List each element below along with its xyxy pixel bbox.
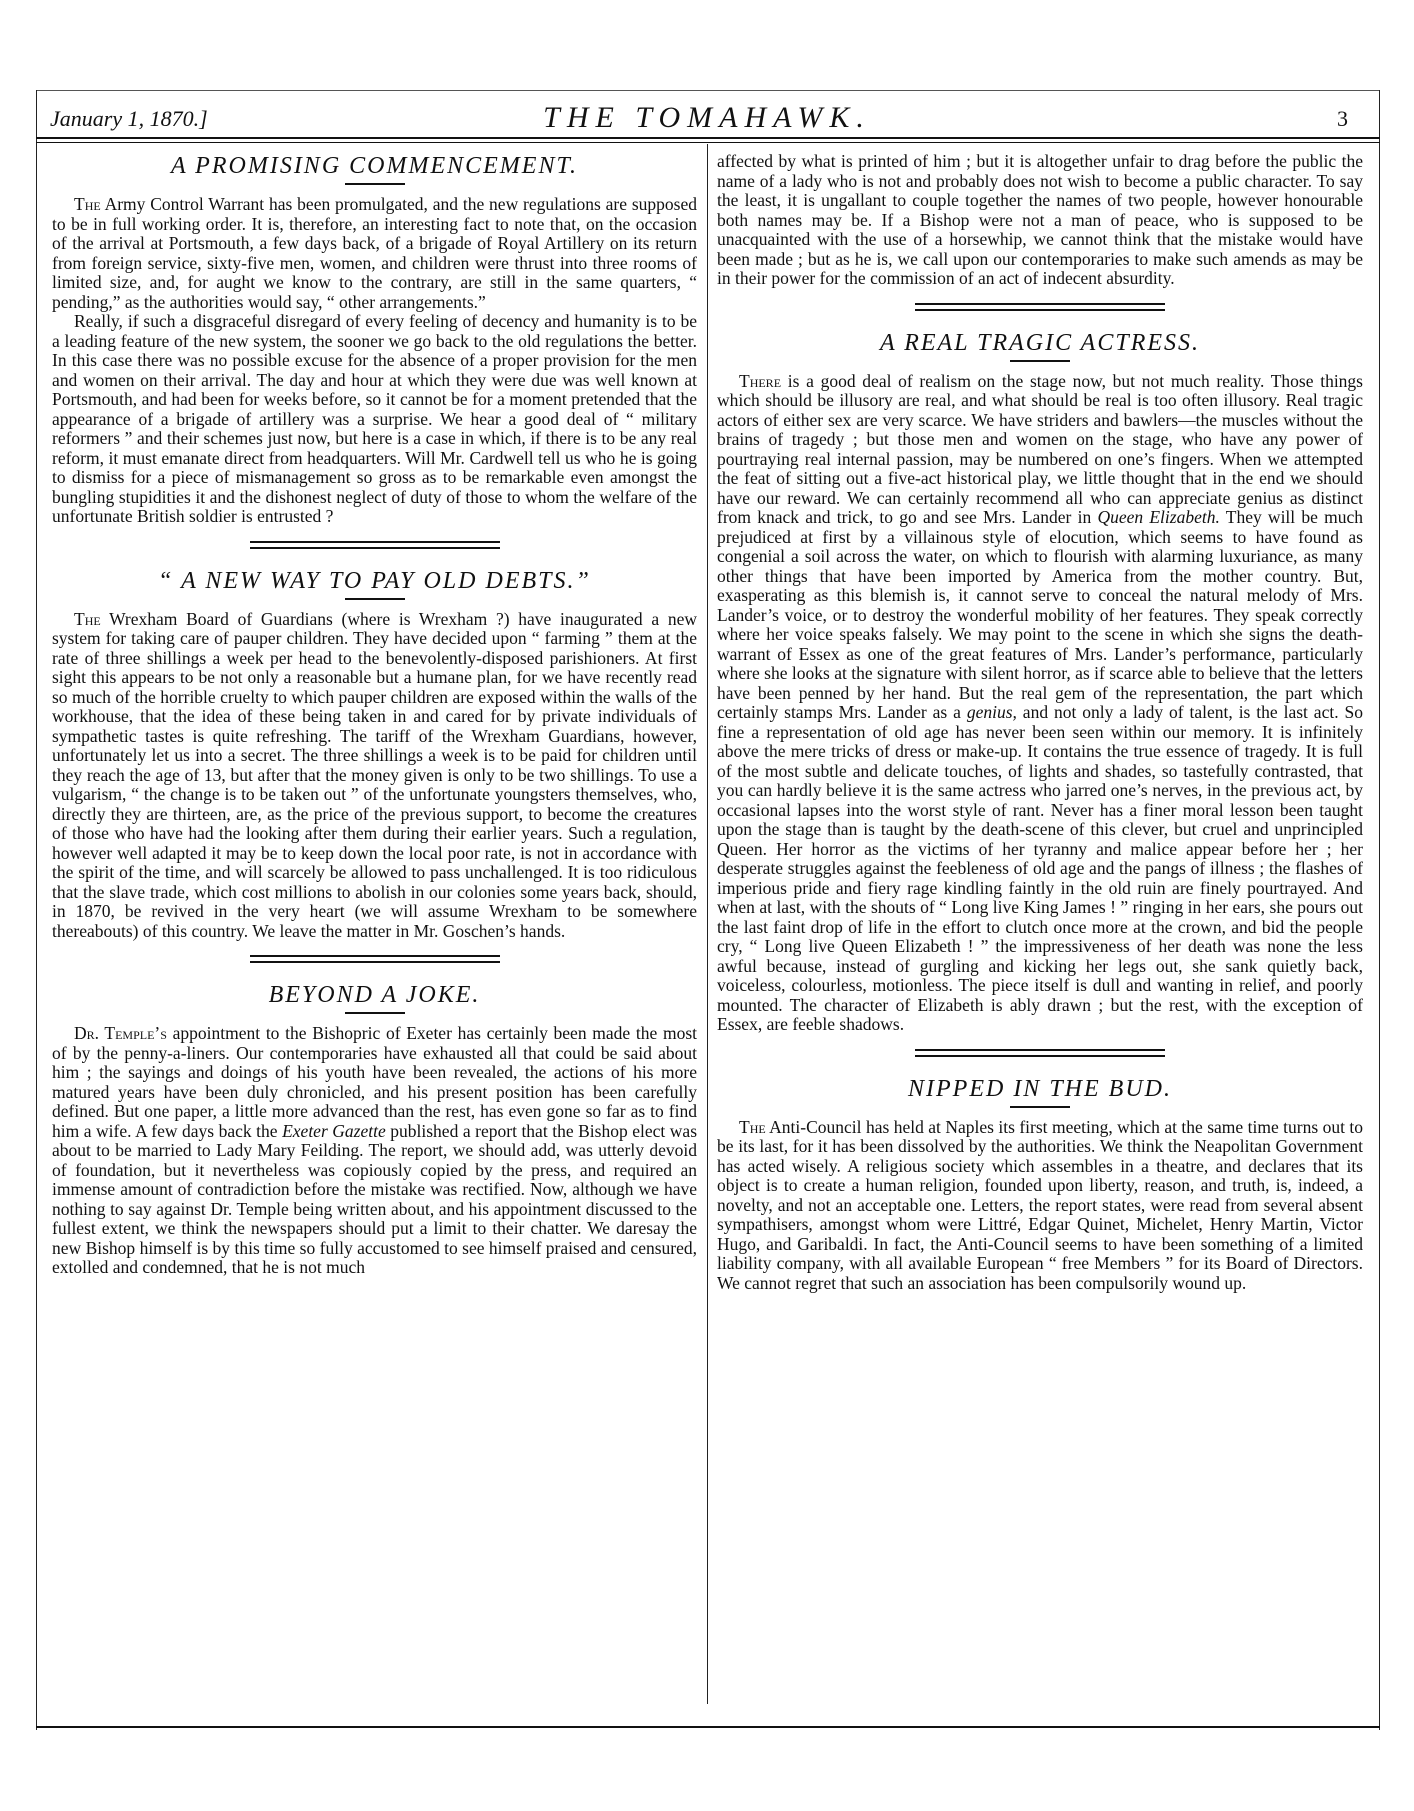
section-divider [915,303,1165,311]
play-title: Queen Elizabeth. [1097,507,1220,527]
header-rule [36,137,1380,139]
title-rule [1010,1106,1070,1108]
article-paragraph: Really, if such a disgraceful disregard of every feeling of decency and humanity is to be a leading feature of the new system, the sooner we go back to the old regulations the better. In this case there was no possible excuse for the absence of a proper provision for the men and women on their arrival. The day and hour at which they were due was well known at Portsmouth, and had been for weeks before, so it cannot be for a moment pretended that the appearance of a brigade of artillery was a surprise. We hear a good deal of “ military reformers ” and their schemes just now, but here is a case in which, if there is to be any real reform, it must emanate direct from headquarters. Will Mr. Cardwell tell us who he is going to dismiss for a piece of mismanagement so gross as to be remarkable even amongst the bungling stupidities it and the dishonest neglect of duty of those to whom the welfare of the unfortunate British soldier is entrusted ? [52,311,697,526]
bottom-rule [36,1726,1380,1728]
article-title: “ A NEW WAY TO PAY OLD DEBTS.” [158,567,591,594]
column-divider [707,144,708,1704]
lead-word: The [74,608,101,629]
title-rule [345,1012,405,1014]
masthead-title: THE TOMAHAWK. [543,101,871,134]
header-rule-thin [36,142,1380,143]
title-rule [1010,360,1070,362]
title-rule [345,183,405,185]
article-title: NIPPED IN THE BUD. [908,1075,1172,1102]
section-divider [915,1049,1165,1057]
lead-word: Dr. Temple’s [74,1023,167,1043]
article-paragraph: There is a good deal of realism on the stage now, but not much reality. Those things which should be illusory are real, and what should be real is too often illusory. Real tragic actors of either sex are very scarce. We have striders and bawlers—the muscles without the brains of tragedy ; but those men and women on the stage, who have any power of pourtraying real internal passion, may be numbered on one’s fingers. When we attempted the feat of sitting out a five-act historical play, we little thought that in the end we should have our reward. We can certainly recommend all who can appreciate genius as distinct from knack and trick, to go and see Mrs. Lander in Queen Elizabeth. They will be much prejudiced at first by a villainous style of elocution, which seems to have found as congenial a soil across the water, on which to flourish with alarming luxuriance, as many other things that have been imported by America from the mother country. But, exasperating as this blemish is, it cannot serve to conceal the natural melody of Mrs. Lander’s voice, or to destroy the wonderful mobility of her features. They speak correctly where her voice speaks falsely. We may point to the scene in which she signs the death-warrant of Essex as one of the great features of Mrs. Lander’s performance, particularly where she looks at the signature with silent horror, as if scarce able to believe that the letters have been penned by her hand. But the real gem of the representation, the part which certainly stamps Mrs. Lander as a genius, and not only a lady of talent, is the last act. So fine a representation of old age has never been seen within our memory. It is infinitely above the mere tricks of dress or make-up. It contains the true essence of tragedy. It is full of the most subtle and delicate touches, of lights and shades, so tastefully contrasted, that you can hardly believe it is the same actress who jarred one’s nerves, in the previous act, by occasional lapses into the worst style of rant. Never has a finer moral lesson been taught upon the stage than is taught by the death-scene of this clever, but cruel and unprincipled Queen. Her horror as the victims of her tyranny and malice appear before her ; her desperate struggles against the feebleness of old age and the pangs of illness ; the flashes of imperious pride and fiery rage kindling faintly in the old ruin are finely pourtrayed. And when at last, with the shouts of “ Long live King James ! ” ringing in her ears, she pours out the last faint drop of life in the effort to clutch once more at the crown, and bid the people cry, “ Long live Queen Elizabeth ! ” the impressiveness of her death was none the less awful because, instead of gurgling and kicking her legs out, she sank quietly back, voiceless, colourless, motionless. The piece itself is dull and wanting in relief, and poorly mounted. The character of Elizabeth is ably drawn ; but the rest, with the exception of Essex, are feeble shadows. [717,370,1364,1034]
section-divider [250,955,500,963]
page-number: 3 [1337,106,1348,131]
article-paragraph: The Army Control Warrant has been promulgated, and the new regulations are supposed to be in full working order. It is, therefore, an interesting fact to note that, on the occasion of the arrival at Portsmouth, a few days back, of a brigade of Royal Artillery on its return from foreign service, sixty-five men, women, and children were thrust into three rooms of limited size, and, for aught we know to the contrary, are still in the same quarters, “ pending,” as the authorities would say, “ other arrangements.” [52,194,697,312]
article-title: A REAL TRAGIC ACTRESS. [879,329,1201,356]
lead-word: The [74,194,101,214]
article-paragraph: The Anti-Council has held at Naples its first meeting, which at the same time turns out to be its last, for it has been dissolved by the authorities. We think the Neapolitan Government has acted wisely. A religious society which assembles in a theatre, and declares that its object is to create a human religion, founded upon liberty, reason, and truth, is, indeed, a novelty, and not an acceptable one. Letters, the report states, were read from several absent sympathisers, amongst whom were Littré, Edgar Quinet, Michelet, Henry Martin, Victor Hugo, and Garibaldi. In fact, the Anti-Council seems to have been something of a limited liability company, with all available European “ free Members ” for its Board of Directors. We cannot regret that such an association has been compulsorily wound up. [717,1116,1363,1293]
lead-word: The [739,1116,766,1137]
article-title: A PROMISING COMMENCEMENT. [170,153,579,179]
article-paragraph: The Wrexham Board of Guardians (where is Wrexham ?) have inaugurated a new system for taking care of pauper children. They have decided upon “ farming ” them at the rate of three shillings a week per head to the benevolently-disposed parishioners. At first sight this appears to be not only a reasonable but a humane plan, for we have recently read so much of the horrible cruelty to which pauper children are exposed within the walls of the workhouse, that the idea of these being taken in and cared for by private individuals of sympathetic tastes is quite refreshing. The tariff of the Wrexham Guardians, however, unfortunately let us into a secret. The three shillings a week is to be paid for children until they reach the age of 13, but after that the money given is only to be two shillings. To use a vulgarism, “ the change is to be taken out ” of the unfortunate youngsters themselves, who, directly they are thirteen, are, as the price of the previous support, to become the creatures of those who have had the looking after them during their earlier years. Such a regulation, however well adapted it may be to keep down the local poor rate, is not in accordance with the spirit of the time, and will scarcely be allowed to pass unchallenged. It is too ridiculous that the slave trade, which cost millions to abolish in our colonies some years back, should, in 1870, be revived in the very heart (we will assume Wrexham to be somewhere thereabouts) of this country. We leave the matter in Mr. Goschen’s hands. [52,608,697,941]
section-divider [250,541,500,549]
publication-name: Exeter Gazette [282,1120,386,1141]
lead-word: There [739,370,782,391]
left-column [52,152,697,1278]
article-title: BEYOND A JOKE. [268,982,481,1008]
article-continuation: affected by what is printed of him ; but it is altogether unfair to drag before the public the name of a lady who is not and probably does not wish to become a public character. To say the least, it is ungallant to couple together the names of two people, however honourable both names may be. If a Bishop were not a man of peace, who is supposed to be unacquainted with the use of a horsewhip, we cannot think that the mistake would have been made ; but as he is, we call upon our contemporaries to make such amends as may be in their power for the commission of an act of indecent absurdity. [717,151,1363,288]
title-rule [345,598,405,600]
emphasis-word: genius, [966,702,1017,722]
article-paragraph: Dr. Temple’s appointment to the Bishopric of Exeter has certainly been made the most of by the penny-a-liners. Our contemporaries have exhausted all that could be said about him ; the sayings and doings of his youth have been revealed, the actions of his more matured years have been duly chronicled, and his present position has been carefully defined. But one paper, a little more advanced than the rest, has even gone so far as to find him a wife. A few days back the Exeter Gazette published a report that the Bishop elect was about to be married to Lady Mary Feilding. The report, we should add, was utterly devoid of foundation, but it nevertheless was copiously copied by the press, and required an immense amount of contradiction before the mistake was rectified. Now, although we have nothing to say against Dr. Temple being written about, and his appointment discussed to the fullest extent, we think the newspapers should put a limit to their chatter. We daresay the new Bishop himself is by this time so fully accustomed to see himself praised and censured, extolled and condemned, that he is not much [52,1023,698,1277]
right-column [717,152,1363,1293]
issue-date: January 1, 1870.] [50,106,208,131]
